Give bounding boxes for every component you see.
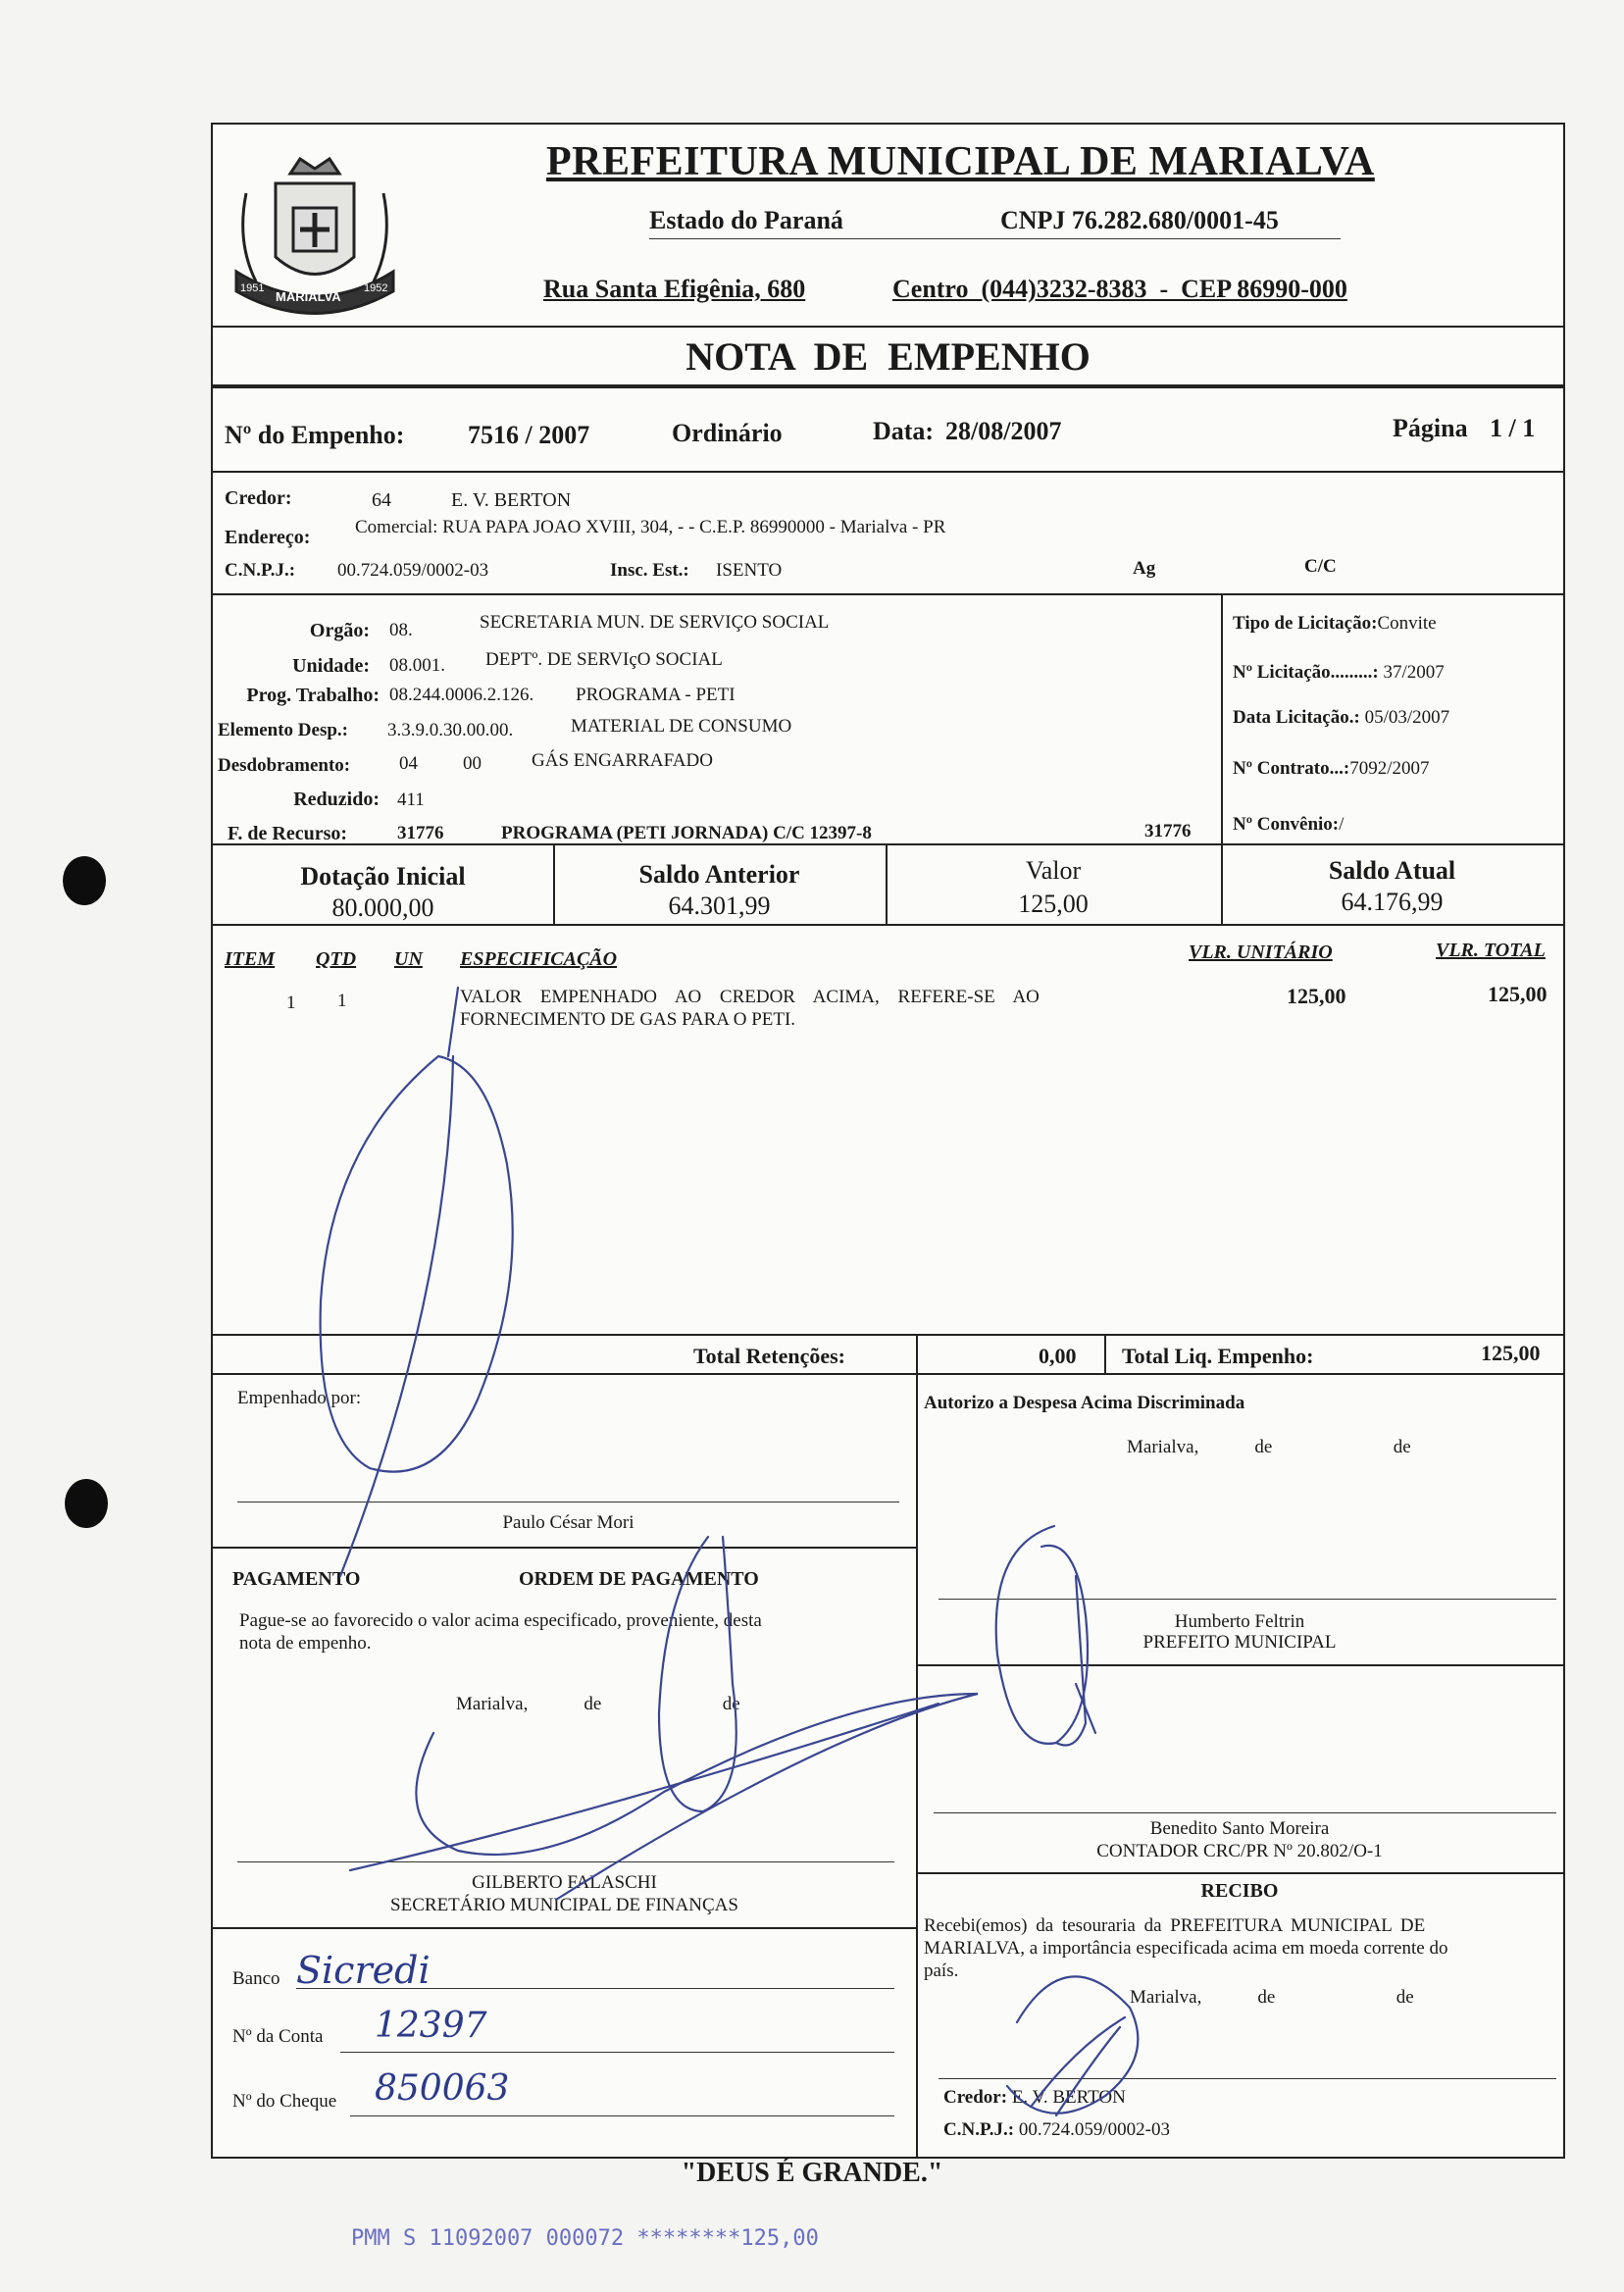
col-item: ITEM	[225, 948, 276, 970]
ordem-text2: nota de empenho.	[239, 1633, 372, 1654]
secretario-role: SECRETÁRIO MUNICIPAL DE FINANÇAS	[390, 1895, 738, 1915]
credor-code: 64	[372, 489, 391, 511]
licitacao-tipo: Tipo de Licitação:Convite	[1233, 613, 1437, 634]
banco-value: Sicredi	[296, 1949, 431, 1992]
address-label: Endereço:	[225, 527, 311, 548]
recibo-label: RECIBO	[1200, 1880, 1279, 1902]
recibo-cnpj: C.N.P.J.: 00.724.059/0002-03	[943, 2119, 1170, 2140]
retencoes-value: 0,00	[1039, 1344, 1077, 1368]
valor-value: 125,00	[1018, 890, 1089, 918]
credor-name: E. V. BERTON	[451, 489, 572, 511]
bank-stamp: PMM S 11092007 000072 ********125,00	[351, 2226, 819, 2251]
elemento-label: Elemento Desp.:	[218, 720, 348, 740]
orgao: SECRETARIA MUN. DE SERVIÇO SOCIAL	[480, 612, 830, 633]
unidade-label: Unidade:	[292, 655, 370, 677]
recibo-text1: Recebi(emos) da tesouraria da PREFEITURA MUNICIPAL DE	[924, 1915, 1426, 1936]
svg-text:MARIALVA: MARIALVA	[276, 289, 341, 304]
empenhado-label: Empenhado por:	[237, 1388, 362, 1408]
orgao-label: Orgão:	[309, 620, 370, 641]
recurso: PROGRAMA (PETI JORNADA) C/C 12397-8	[501, 823, 872, 843]
empenho-date-label: Data:	[873, 417, 935, 445]
prog-label: Prog. Trabalho:	[246, 685, 380, 706]
col-qtd: QTD	[316, 948, 357, 970]
header-cnpj: CNPJ 76.282.680/0001-45	[1000, 206, 1279, 234]
credor-cnpj: 00.724.059/0002-03	[337, 560, 489, 581]
unidade: DEPTº. DE SERVIçO SOCIAL	[485, 649, 723, 670]
desdobramento-code1: 04	[399, 753, 418, 774]
prog-code: 08.244.0006.2.126.	[389, 685, 534, 705]
credor-address: Comercial: RUA PAPA JOAO XVIII, 304, - - C.E.P. 86990000 - Marialva - PR	[355, 517, 946, 537]
recibo-place-date: Marialva, de de	[1130, 1987, 1414, 2008]
punch-hole-top	[63, 856, 106, 905]
col-un: UN	[394, 948, 423, 970]
agency-label: Ag	[1133, 558, 1156, 579]
header-state: Estado do Paraná	[649, 206, 843, 234]
prefeito-role: PREFEITO MUNICIPAL	[1142, 1632, 1337, 1653]
empenho-number: 7516 / 2007	[468, 421, 590, 449]
cheque-value: 850063	[375, 2068, 510, 2109]
header-address: Rua Santa Efigênia, 680	[543, 275, 806, 303]
reduzido: 411	[397, 789, 425, 810]
licitacao-convenio: Nº Convênio:/	[1233, 814, 1345, 835]
unidade-code: 08.001.	[389, 655, 445, 676]
page-label: Página	[1393, 414, 1468, 442]
credor-insc: ISENTO	[716, 560, 783, 581]
dotacao-value: 80.000,00	[331, 893, 434, 922]
item-unit-value: 125,00	[1287, 984, 1346, 1008]
recibo-text2: MARIALVA, a importância especificada acima em moeda corrente do	[924, 1938, 1448, 1959]
saldo-atual-label: Saldo Atual	[1328, 856, 1456, 885]
liquido-label: Total Liq. Empenho:	[1122, 1344, 1314, 1368]
banco-label: Banco	[232, 1968, 280, 1989]
liquido-value: 125,00	[1481, 1341, 1541, 1365]
elemento-code: 3.3.9.0.30.00.00.	[387, 720, 514, 740]
conta-label: Nº da Conta	[232, 2026, 324, 2047]
licitacao-contrato: Nº Contrato...:7092/2007	[1233, 758, 1430, 779]
pagamento-label: PAGAMENTO	[232, 1568, 361, 1590]
desdobramento-code2: 00	[463, 753, 482, 774]
recurso-code2: 31776	[1144, 821, 1192, 841]
insc-label: Insc. Est.:	[610, 560, 689, 581]
item-total-value: 125,00	[1488, 982, 1548, 1006]
retencoes-label: Total Retenções:	[693, 1344, 845, 1368]
saldo-anterior-label: Saldo Anterior	[638, 860, 800, 889]
col-unit: VLR. UNITÁRIO	[1189, 942, 1333, 963]
desdobramento-label: Desdobramento:	[218, 755, 351, 776]
credor-label: Credor:	[225, 487, 292, 509]
item-spec-line2: FORNECIMENTO DE GAS PARA O PETI.	[460, 1009, 796, 1030]
ordem-text1: Pague-se ao favorecido o valor acima especificado, proveniente, desta	[239, 1610, 762, 1631]
account-label: C/C	[1304, 556, 1337, 577]
svg-text:1952: 1952	[364, 282, 388, 294]
ordem-label: ORDEM DE PAGAMENTO	[519, 1568, 759, 1590]
item-spec-line1: VALOR EMPENHADO AO CREDOR ACIMA, REFERE-SE AO	[460, 987, 1040, 1007]
saldo-atual-value: 64.176,99	[1341, 888, 1444, 916]
reduzido-label: Reduzido:	[293, 789, 380, 810]
prefeito-name: Humberto Feltrin	[1174, 1611, 1305, 1632]
conta-value: 12397	[375, 2006, 487, 2046]
recurso-code: 31776	[397, 823, 444, 843]
elemento: MATERIAL DE CONSUMO	[571, 716, 792, 737]
empenho-type: Ordinário	[672, 419, 783, 447]
autorizo-place-date: Marialva, de de	[1127, 1437, 1411, 1457]
empenho-date: 28/08/2007	[945, 417, 1062, 445]
ordem-place-date: Marialva, de de	[456, 1694, 740, 1714]
svg-text:1951: 1951	[240, 282, 265, 294]
empenhado-name: Paulo César Mori	[502, 1512, 634, 1533]
autorizo-label: Autorizo a Despesa Acima Discriminada	[924, 1393, 1245, 1413]
dotacao-label: Dotação Inicial	[300, 862, 466, 891]
valor-label: Valor	[1025, 856, 1082, 885]
item-number: 1	[286, 993, 296, 1013]
licitacao-num: Nº Licitação.........: 37/2007	[1233, 662, 1445, 683]
header-contact: Centro (044)3232-8383 - CEP 86990-000	[892, 275, 1347, 303]
empenho-number-label: Nº do Empenho:	[225, 421, 405, 449]
licitacao-data: Data Licitação.: 05/03/2007	[1233, 707, 1450, 728]
document-title: NOTA DE EMPENHO	[685, 334, 1091, 379]
cnpj-label: C.N.P.J.:	[225, 560, 296, 581]
footer-motto: "DEUS É GRANDE."	[681, 2158, 943, 2188]
item-qtd: 1	[337, 991, 347, 1011]
desdobramento: GÁS ENGARRAFADO	[532, 750, 713, 771]
saldo-anterior-value: 64.301,99	[668, 891, 771, 920]
contador-role: CONTADOR CRC/PR Nº 20.802/O-1	[1096, 1841, 1383, 1861]
page-number: 1 / 1	[1490, 414, 1536, 442]
recibo-text3: país.	[924, 1961, 959, 1981]
secretario-name: GILBERTO FALASCHI	[472, 1872, 657, 1893]
handwritten-signatures	[213, 125, 1563, 2157]
punch-hole-bottom	[65, 1479, 108, 1528]
nota-empenho-form	[211, 123, 1565, 2159]
col-total: VLR. TOTAL	[1436, 940, 1546, 961]
recurso-label: F. de Recurso:	[228, 823, 348, 844]
col-spec: ESPECIFICAÇÃO	[460, 948, 618, 970]
recibo-credor: Credor: E. V. BERTON	[943, 2087, 1126, 2108]
cheque-label: Nº do Cheque	[232, 2091, 337, 2112]
contador-name: Benedito Santo Moreira	[1149, 1818, 1330, 1839]
prog: PROGRAMA - PETI	[576, 685, 736, 705]
orgao-code: 08.	[389, 620, 413, 640]
header-title: PREFEITURA MUNICIPAL DE MARIALVA	[546, 139, 1375, 184]
